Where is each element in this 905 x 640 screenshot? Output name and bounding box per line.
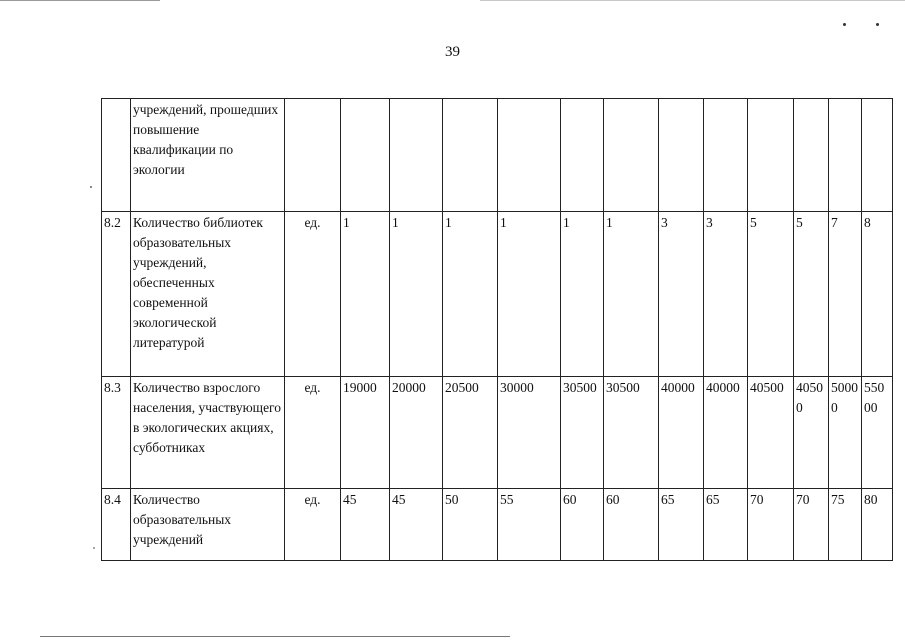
scan-speck: [93, 547, 95, 549]
value-cell: [341, 99, 390, 212]
value-cell: 30000: [498, 377, 561, 489]
value-cell: 1: [604, 212, 659, 377]
value-cell: [862, 99, 893, 212]
unit-cell: [285, 99, 341, 212]
row-number-cell: 8.4: [102, 489, 131, 561]
scan-artifact-top-right: [480, 0, 905, 1]
table-row: [102, 99, 893, 212]
value-cell: 3: [704, 212, 748, 377]
value-cell: 40500: [794, 377, 829, 489]
scan-artifact-top-left: [0, 0, 160, 1]
value-cell: 55: [498, 489, 561, 561]
value-cell: 70: [794, 489, 829, 561]
value-cell: 1: [498, 212, 561, 377]
row-number-cell: [102, 99, 131, 212]
value-cell: 30500: [561, 377, 604, 489]
indicator-name-cell: учреждений, прошедших повышение квалификации по экологии: [131, 99, 285, 212]
value-cell: 75: [829, 489, 862, 561]
value-cell: 7: [829, 212, 862, 377]
unit-cell: ед.: [285, 489, 341, 561]
value-cell: 70: [748, 489, 794, 561]
value-cell: 80: [862, 489, 893, 561]
value-cell: 50: [443, 489, 498, 561]
value-cell: [829, 99, 862, 212]
value-cell: 5: [748, 212, 794, 377]
value-cell: 65: [659, 489, 704, 561]
value-cell: 40000: [659, 377, 704, 489]
value-cell: 50000: [829, 377, 862, 489]
indicator-name-cell: Количество образовательных учреждений: [131, 489, 285, 561]
scan-speck: [876, 23, 879, 26]
table-row: [102, 212, 893, 377]
value-cell: [659, 99, 704, 212]
scan-artifact-bottom: [40, 636, 510, 637]
value-cell: [604, 99, 659, 212]
indicator-name-cell: Количество взрослого населения, участвующего в экологических акциях, субботниках: [131, 377, 285, 489]
table-row: [102, 489, 893, 561]
table-row: [102, 377, 893, 489]
value-cell: 1: [561, 212, 604, 377]
value-cell: [748, 99, 794, 212]
value-cell: [390, 99, 443, 212]
value-cell: [443, 99, 498, 212]
value-cell: 1: [341, 212, 390, 377]
value-cell: 40500: [748, 377, 794, 489]
value-cell: 60: [561, 489, 604, 561]
value-cell: 20500: [443, 377, 498, 489]
value-cell: 20000: [390, 377, 443, 489]
value-cell: 30500: [604, 377, 659, 489]
value-cell: 55000: [862, 377, 893, 489]
value-cell: 1: [443, 212, 498, 377]
scan-speck: [843, 23, 846, 26]
scan-speck: [90, 186, 92, 188]
value-cell: 8: [862, 212, 893, 377]
value-cell: [561, 99, 604, 212]
value-cell: 40000: [704, 377, 748, 489]
indicator-name-cell: Количество библиотек образовательных учреждений, обеспеченных современной экологической литературой: [131, 212, 285, 377]
row-number-cell: 8.3: [102, 377, 131, 489]
value-cell: 1: [390, 212, 443, 377]
value-cell: 65: [704, 489, 748, 561]
unit-cell: ед.: [285, 212, 341, 377]
value-cell: [794, 99, 829, 212]
row-number-cell: 8.2: [102, 212, 131, 377]
indicator-table: [101, 98, 893, 561]
table-body: [102, 99, 893, 561]
value-cell: 5: [794, 212, 829, 377]
value-cell: 45: [341, 489, 390, 561]
value-cell: 60: [604, 489, 659, 561]
value-cell: [498, 99, 561, 212]
value-cell: 19000: [341, 377, 390, 489]
value-cell: [704, 99, 748, 212]
unit-cell: ед.: [285, 377, 341, 489]
value-cell: 3: [659, 212, 704, 377]
value-cell: 45: [390, 489, 443, 561]
page-number: 39: [445, 44, 460, 60]
